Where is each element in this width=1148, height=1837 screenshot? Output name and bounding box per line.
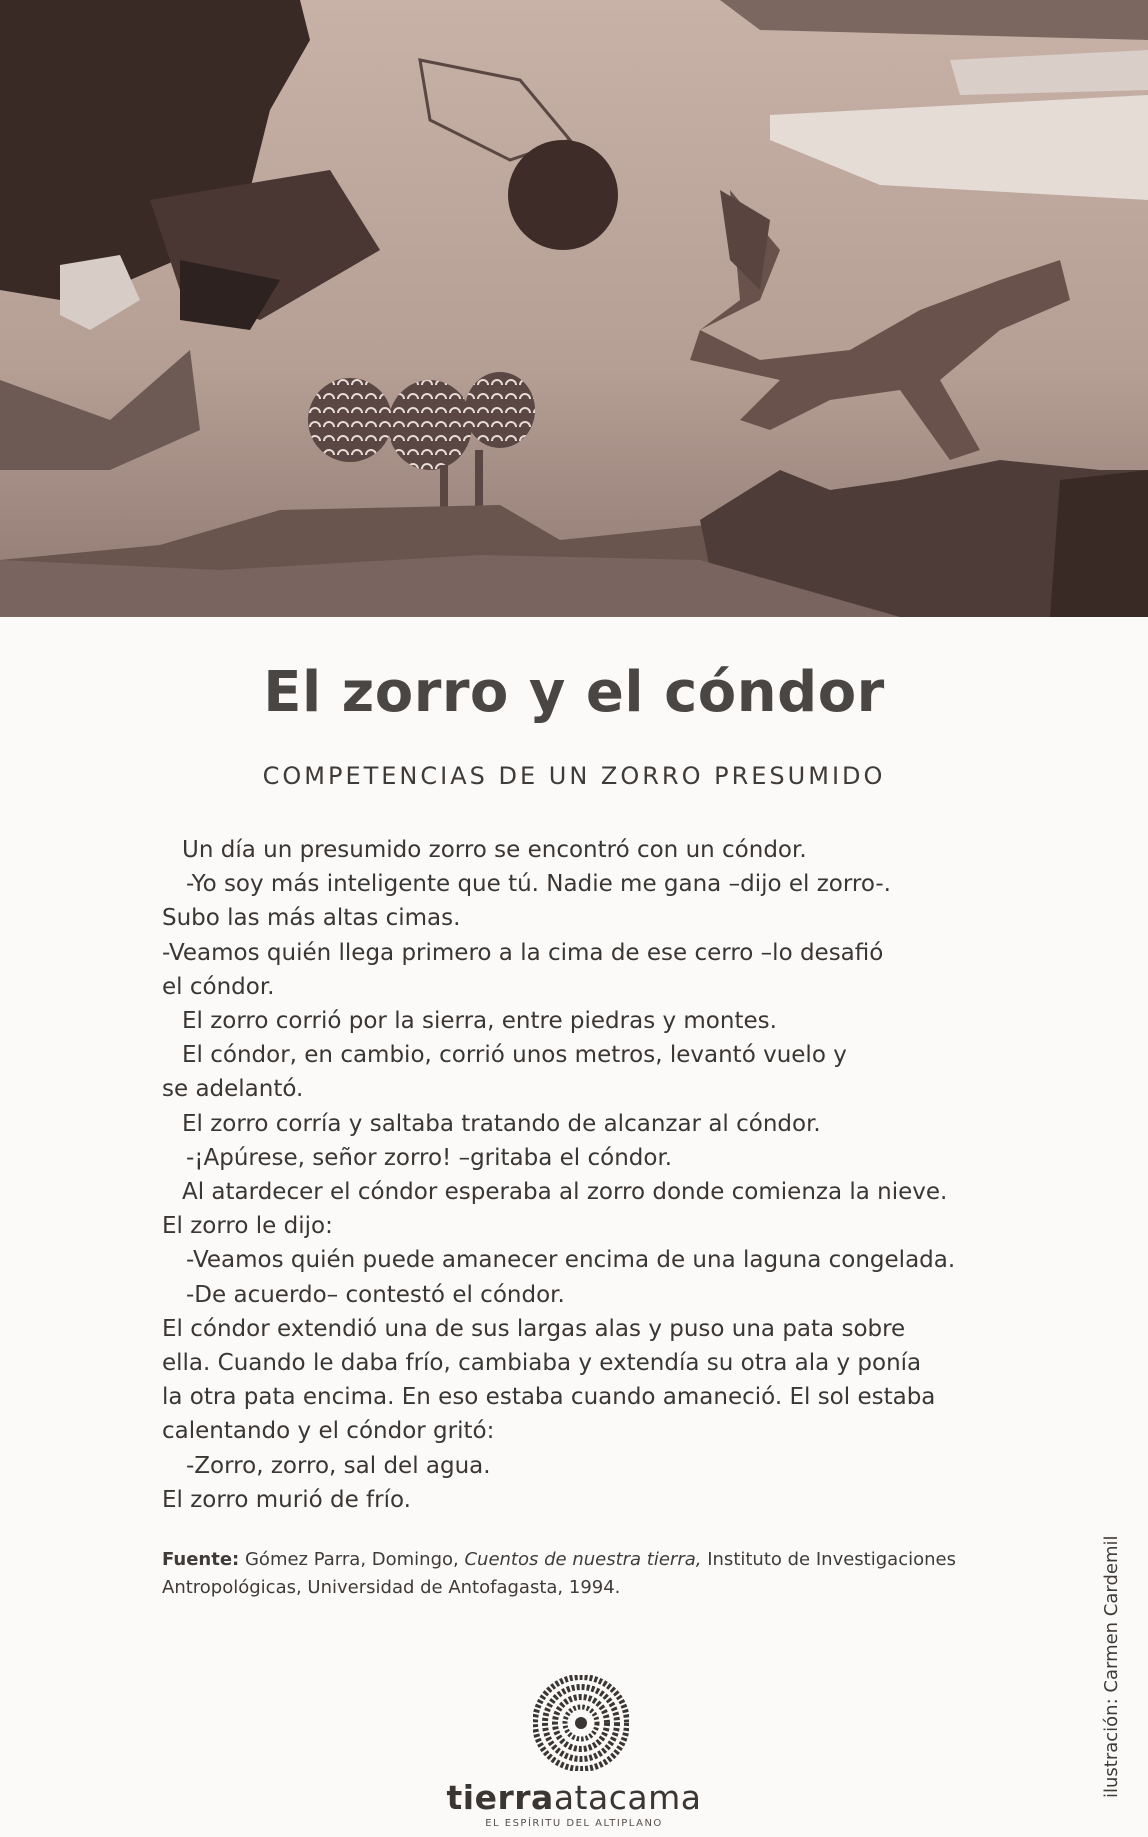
story-line: -Veamos quién puede amanecer encima de una laguna congelada. [186,1247,956,1274]
source-line2: Antropológicas, Universidad de Antofagasta, 1994. [162,1577,621,1598]
story-line: la otra pata encima. En eso estaba cuando amaneció. El sol estaba [162,1384,936,1411]
story-line: -Veamos quién llega primero a la cima de ese cerro –lo desafió [162,939,884,966]
story-line: calentando y el cóndor gritó: [162,1418,495,1445]
brand-name-bold: tierra [446,1778,554,1817]
concentric-logo-icon [533,1675,629,1771]
story-line: -Yo soy más inteligente que tú. Nadie me gana –dijo el zorro-. [186,871,891,898]
brand-name-regular: atacama [553,1778,702,1817]
source-label: Fuente: [162,1549,240,1570]
illustration-credit [1100,1535,1128,1798]
story-line: El cóndor, en cambio, corrió unos metros, levantó vuelo y [182,1042,847,1069]
story-line: -¡Apúrese, señor zorro! –gritaba el cóndor. [186,1144,673,1171]
brand-tagline: EL ESPÍRITU DEL ALTIPLANO [485,1818,663,1829]
story-line: se adelantó. [162,1076,304,1103]
story-line: El cóndor extendió una de sus largas alas y puso una pata sobre [162,1315,906,1342]
story-line: El zorro murió de frío. [162,1486,411,1513]
story-body [162,833,1002,1517]
story-line: Al atardecer el cóndor esperaba al zorro donde comienza la nieve. [182,1179,948,1206]
source-author: Gómez Parra, Domingo, [244,1549,459,1570]
sun-icon [508,140,618,250]
story-line: El zorro corría y saltaba tratando de alcanzar al cóndor. [182,1110,821,1137]
source-publisher: Instituto de Investigaciones [707,1549,956,1570]
story-line: ella. Cuando le daba frío, cambiaba y extendía su otra ala y ponía [162,1350,922,1377]
story-line: El zorro le dijo: [162,1213,333,1240]
source-book: Cuentos de nuestra tierra, [464,1549,702,1570]
story-line: Un día un presumido zorro se encontró con un cóndor. [182,837,807,863]
story-line: El zorro corrió por la sierra, entre piedras y montes. [182,1008,777,1035]
story-line: -De acuerdo– contestó el cóndor. [186,1281,565,1308]
brand-name [0,1778,1148,1817]
story-subtitle: COMPETENCIAS DE UN ZORRO PRESUMIDO [262,762,886,790]
source-citation [162,1546,992,1602]
story-line: Subo las más altas cimas. [162,905,461,932]
story-illustration [0,0,1148,617]
story-title: El zorro y el cóndor [263,660,885,725]
credit-text: ilustración: Carmen Cardemil [1101,1535,1122,1798]
story-line: el cóndor. [162,973,275,1000]
story-line: -Zorro, zorro, sal del agua. [186,1452,491,1479]
